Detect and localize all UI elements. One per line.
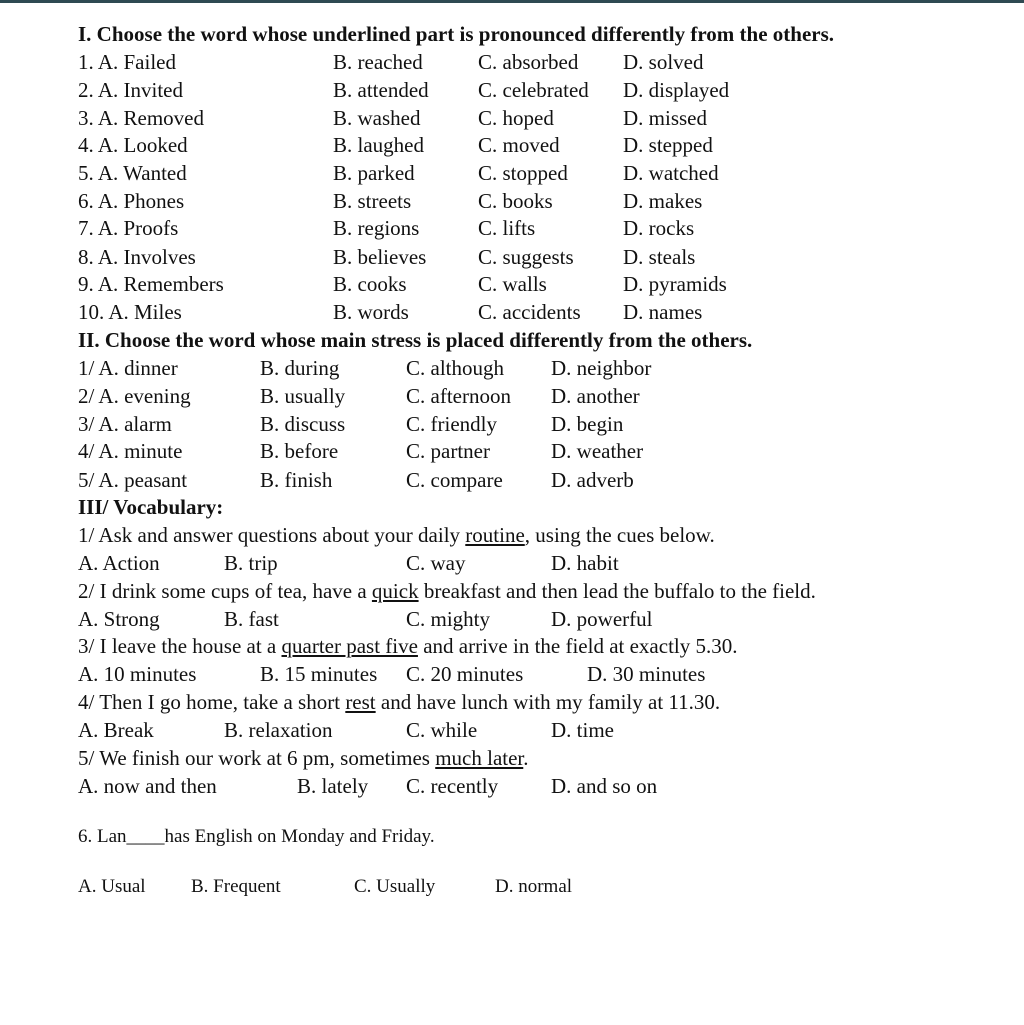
vocab-question-3: 3/ I leave the house at a quarter past five and arrive in the field at exactly 5.30.	[78, 634, 738, 658]
section1-title: I. Choose the word whose underlined part is pronounced differently from the others.	[78, 22, 835, 46]
section1-row-6: 6. A. Phones B. streets C. books D. makes	[78, 189, 703, 213]
underlined-phrase: much later	[435, 746, 524, 770]
vocab-question-4: 4/ Then I go home, take a short rest and have lunch with my family at 11.30.	[78, 690, 721, 714]
vocab-options-1: A. Action B. trip C. way D. habit	[78, 551, 619, 575]
section2-row-1: 1/ A. dinner B. during C. although D. neighbor	[78, 356, 652, 380]
answer-blank: ____	[126, 826, 165, 847]
vocab-options-6: A. Usual B. Frequent C. Usually D. normal	[78, 876, 573, 897]
vocab-options-3: A. 10 minutes B. 15 minutes C. 20 minutes D. 30 minutes	[78, 662, 706, 686]
section1-row-3: 3. A. Removed B. washed C. hoped D. missed	[78, 106, 707, 130]
vocab-question-1: 1/ Ask and answer questions about your daily routine, using the cues below.	[78, 523, 715, 547]
section3-title: III/ Vocabulary:	[78, 495, 224, 519]
section1-row-5: 5. A. Wanted B. parked C. stopped D. watched	[78, 161, 719, 185]
section1-row-10: 10. A. Miles B. words C. accidents D. names	[78, 300, 703, 324]
section2-title: II. Choose the word whose main stress is placed differently from the others.	[78, 328, 753, 352]
section2-row-3: 3/ A. alarm B. discuss C. friendly D. begin	[78, 412, 624, 436]
section2-row-2: 2/ A. evening B. usually C. afternoon D. another	[78, 384, 640, 408]
underlined-word: routine	[465, 523, 525, 547]
section1-row-7: 7. A. Proofs B. regions C. lifts D. rocks	[78, 216, 695, 240]
vocab-options-2: A. Strong B. fast C. mighty D. powerful	[78, 607, 653, 631]
section2-row-4: 4/ A. minute B. before C. partner D. weather	[78, 439, 644, 463]
section1-row-9: 9. A. Remembers B. cooks C. walls D. pyramids	[78, 272, 727, 296]
underlined-word: rest	[345, 690, 376, 714]
vocab-options-4: A. Break B. relaxation C. while D. time	[78, 718, 614, 742]
vocab-question-6: 6. Lan____has English on Monday and Friday.	[78, 826, 435, 847]
section1-row-8: 8. A. Involves B. believes C. suggests D. steals	[78, 245, 696, 269]
vocab-options-5: A. now and then B. lately C. recently D. and so on	[78, 774, 658, 798]
vocab-question-2: 2/ I drink some cups of tea, have a quick breakfast and then lead the buffalo to the field.	[78, 579, 816, 603]
section1-row-4: 4. A. Looked B. laughed C. moved D. stepped	[78, 133, 713, 157]
underlined-phrase: quarter past five	[281, 634, 418, 658]
section2-row-5: 5/ A. peasant B. finish C. compare D. adverb	[78, 468, 634, 492]
vocab-question-5: 5/ We finish our work at 6 pm, sometimes much later.	[78, 746, 529, 770]
section1-row-2: 2. A. Invited B. attended C. celebrated D. displayed	[78, 78, 730, 102]
underlined-word: quick	[371, 579, 419, 603]
section1-row-1: 1. A. Failed B. reached C. absorbed D. solved	[78, 50, 704, 74]
